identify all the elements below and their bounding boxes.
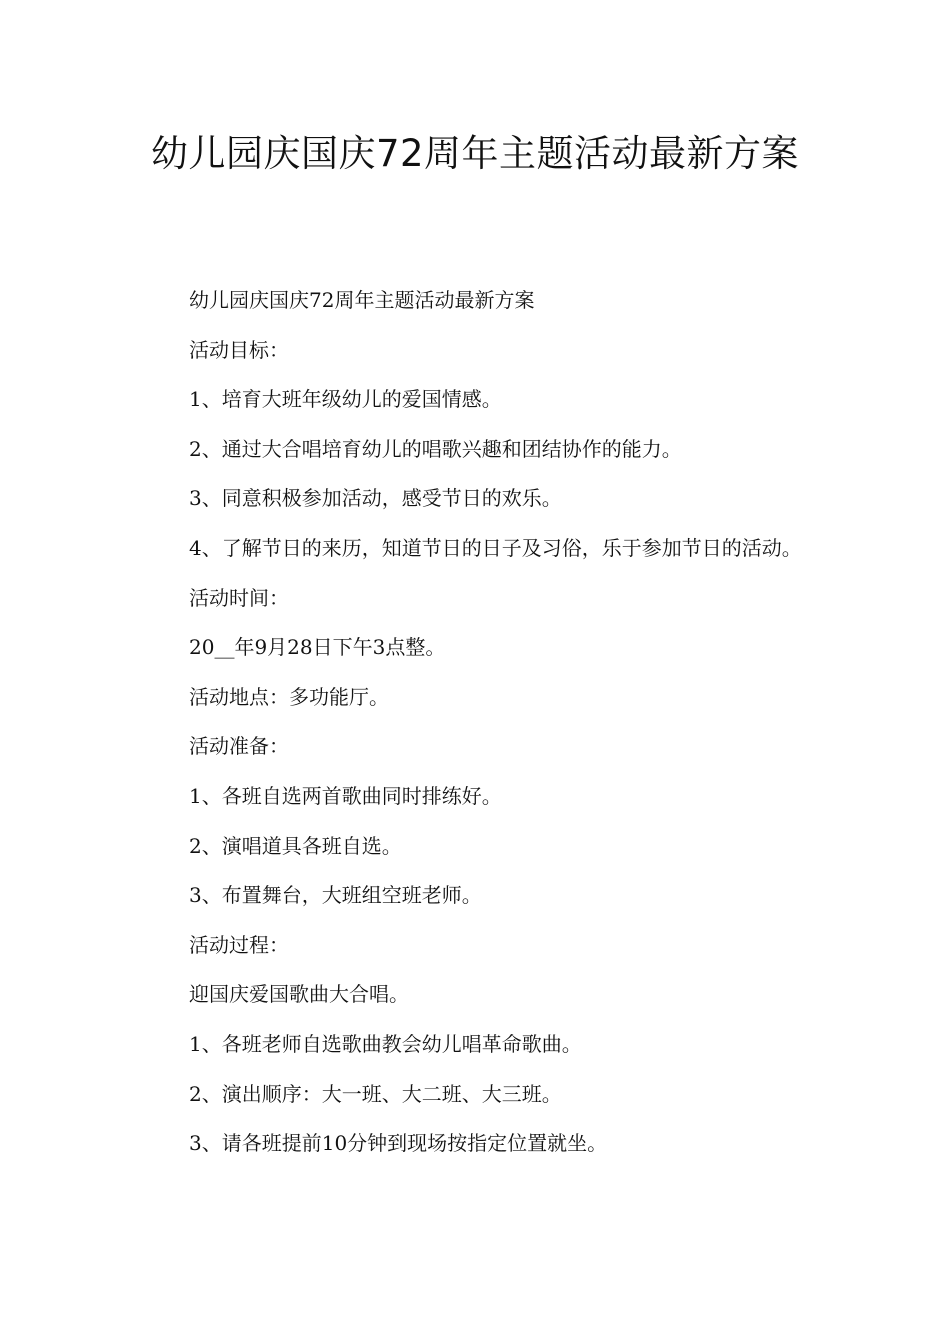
paragraph-goal-4: 4、了解节日的来历，知道节日的日子及习俗，乐于参加节日的活动。	[189, 535, 802, 560]
paragraph-preparation-3: 3、布置舞台，大班组空班老师。	[189, 883, 482, 908]
paragraph-process-intro: 迎国庆爱国歌曲大合唱。	[189, 982, 409, 1007]
paragraph-process-3: 3、请各班提前10分钟到现场按指定位置就坐。	[189, 1131, 608, 1156]
paragraph-goal-2: 2、通过大合唱培育幼儿的唱歌兴趣和团结协作的能力。	[189, 436, 682, 461]
document-title: 幼儿园庆国庆72周年主题活动最新方案	[150, 132, 800, 175]
paragraph-goal-1: 1、培育大班年级幼儿的爱国情感。	[189, 387, 502, 412]
paragraph-time-heading: 活动时间：	[189, 585, 289, 610]
document-body	[144, 276, 809, 1169]
paragraph-process-heading: 活动过程：	[189, 932, 289, 957]
paragraph-preparation-2: 2、演唱道具各班自选。	[189, 833, 402, 858]
paragraph-goals-heading: 活动目标：	[189, 337, 289, 362]
paragraph-preparation-heading: 活动准备：	[189, 734, 289, 759]
paragraph-time-value: 20__年9月28日下午3点整。	[189, 635, 446, 660]
paragraph-subtitle: 幼儿园庆国庆72周年主题活动最新方案	[189, 288, 535, 312]
paragraph-preparation-1: 1、各班自选两首歌曲同时排练好。	[189, 783, 502, 808]
paragraph-location: 活动地点：多功能厅。	[189, 684, 389, 709]
paragraph-process-2: 2、演出顺序：大一班、大二班、大三班。	[189, 1081, 562, 1106]
paragraph-process-1: 1、各班老师自选歌曲教会幼儿唱革命歌曲。	[189, 1031, 582, 1056]
paragraph-goal-3: 3、同意积极参加活动，感受节日的欢乐。	[189, 486, 562, 511]
